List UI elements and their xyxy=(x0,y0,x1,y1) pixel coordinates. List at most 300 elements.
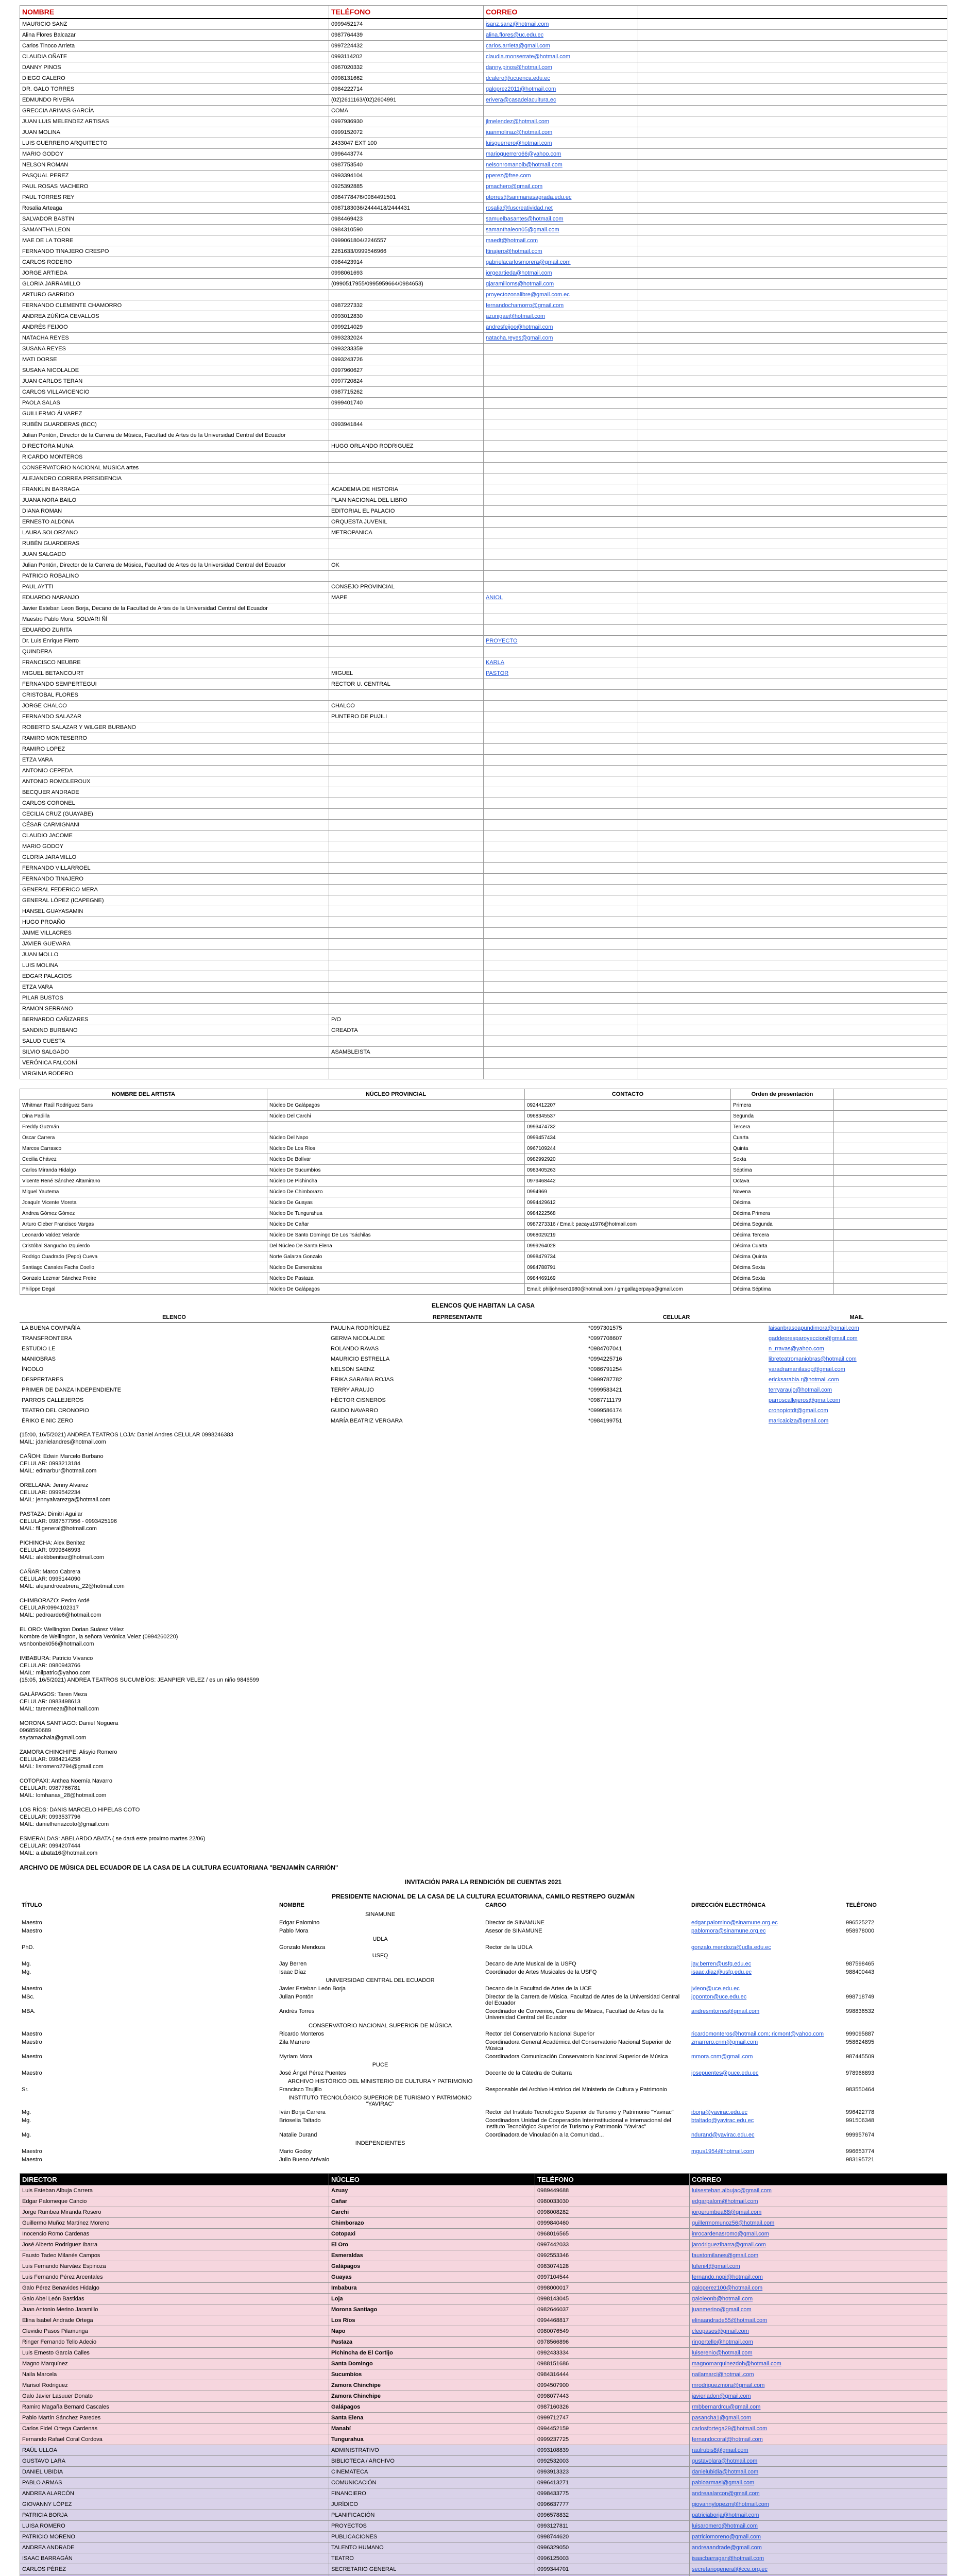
elencos-header: REPRESENTANTE xyxy=(329,1312,586,1323)
institution-row xyxy=(20,2108,947,2116)
directory-mail: samanthaleon05@gmail.com xyxy=(484,225,638,235)
artist-empty xyxy=(834,1273,947,1284)
institution-cell: Javier Esteban León Borja xyxy=(279,1986,346,1992)
directory-row xyxy=(20,852,947,863)
director-cell: ISAAC BARRAGÁN xyxy=(20,2553,329,2564)
director-cell: luisesteban.albujac@gmail.com xyxy=(690,2185,947,2196)
directory-mail xyxy=(484,506,638,517)
elenco-cell: TEATRO DEL CRONOPIO xyxy=(22,1408,89,1414)
elenco-cell: terryaraujo@hotmail.com xyxy=(769,1387,832,1393)
artist-cell: Philippe Degal xyxy=(20,1284,267,1295)
artist-cell: Quinta xyxy=(731,1143,834,1154)
artist-cell: Santiago Canales Fachs Coello xyxy=(20,1262,267,1273)
institution-cell: iborja@yavirac.edu.ec xyxy=(691,2109,747,2115)
directory-mail xyxy=(484,517,638,528)
elenco-cell: laisanbrasoapundimora@gmail.com xyxy=(769,1325,859,1331)
artist-cell: Gonzalo Lezmar Sánchez Freire xyxy=(20,1273,267,1284)
director-cell: RAÚL ULLOA xyxy=(20,2445,329,2456)
director-cell: LUISA ROMERO xyxy=(20,2521,329,2532)
directory-empty xyxy=(638,657,947,668)
institution-cell xyxy=(844,2094,947,2108)
directory-phone xyxy=(329,895,484,906)
directory-row xyxy=(20,484,947,495)
directory-empty xyxy=(638,473,947,484)
elenco-cell: GERMA NICOLALDE xyxy=(331,1335,385,1342)
artists-header: CONTACTO xyxy=(525,1089,731,1100)
director-cell: Luis Esteban Albuja Carrera xyxy=(20,2185,329,2196)
director-row xyxy=(20,2488,947,2499)
institution-row xyxy=(20,2139,947,2147)
directory-mail xyxy=(484,820,638,831)
director-row xyxy=(20,2445,947,2456)
directory-name: DIANA ROMAN xyxy=(20,506,329,517)
directory-mail xyxy=(484,1047,638,1058)
directory-mail xyxy=(484,560,638,571)
director-cell: 0992433334 xyxy=(535,2348,690,2359)
directory-empty xyxy=(638,495,947,506)
director-cell: José Alberto Rodríguez Ibarra xyxy=(20,2240,329,2250)
director-row xyxy=(20,2553,947,2564)
directory-empty xyxy=(638,1058,947,1069)
directory-empty xyxy=(638,528,947,538)
directory-phone: 2433047 EXT 100 xyxy=(329,138,484,149)
elencos-header: CELULAR xyxy=(586,1312,766,1323)
directory-row xyxy=(20,203,947,214)
directory-name: Javier Esteban Leon Borja, Decano de la Facultad de Artes de la Universidad Central del Ecuador xyxy=(20,603,329,614)
directory-name: MAE DE LA TORRE xyxy=(20,235,329,246)
director-row xyxy=(20,2326,947,2337)
directory-mail xyxy=(484,376,638,387)
directory-row xyxy=(20,528,947,538)
artist-cell: 0999264028 xyxy=(525,1241,731,1251)
directory-row xyxy=(20,776,947,787)
institution-row xyxy=(20,2069,947,2077)
directory-row xyxy=(20,636,947,647)
directory-name: RAMIRO LOPEZ xyxy=(20,744,329,755)
directory-mail: alina.flores@uc.edu.ec xyxy=(484,30,638,41)
institution-cell: ARCHIVO HISTÓRICO DEL MINISTERIO DE CULTURA Y PATRIMONIO xyxy=(287,2078,473,2084)
director-cell: patriciomoreno@gmail.com xyxy=(690,2532,947,2543)
elenco-cell: PRIMER DE DANZA INDEPENDIENTE xyxy=(22,1387,122,1393)
artist-cell: Núcleo De Sucumbíos xyxy=(267,1165,525,1176)
directory-empty xyxy=(638,354,947,365)
director-cell: luiserenio@hotmail.com xyxy=(690,2348,947,2359)
director-cell: galoperez100@hotmail.com xyxy=(690,2283,947,2294)
directory-empty xyxy=(638,711,947,722)
directory-name: HUGO PROAÑO xyxy=(20,917,329,928)
directory-name: CÉSAR CARMIGNANI xyxy=(20,820,329,831)
institution-cell: 996422778 xyxy=(846,2109,875,2115)
directory-phone xyxy=(329,755,484,766)
director-cell: magnomarquinezdoh@hotmail.com xyxy=(690,2359,947,2369)
directory-mail: galoprez2011@hotmail.com xyxy=(484,84,638,95)
institution-cell xyxy=(483,2061,689,2069)
directory-phone xyxy=(329,430,484,441)
director-row xyxy=(20,2229,947,2240)
directory-phone: CREADTA xyxy=(329,1025,484,1036)
directory-mail xyxy=(484,960,638,971)
institution-cell: UDLA xyxy=(372,1936,388,1942)
director-row xyxy=(20,2207,947,2218)
artist-cell: Núcleo Del Carchi xyxy=(267,1111,525,1122)
directory-row xyxy=(20,1058,947,1069)
directory-mail xyxy=(484,582,638,592)
director-cell: PABLO ARMAS xyxy=(20,2478,329,2488)
directory-empty xyxy=(638,441,947,452)
artist-row xyxy=(20,1165,947,1176)
directory-empty xyxy=(638,149,947,160)
directory-mail: ftinajero@hotmail.com xyxy=(484,246,638,257)
directory-empty xyxy=(638,776,947,787)
directory-empty xyxy=(638,874,947,885)
artist-cell: Décima Tercera xyxy=(731,1230,834,1241)
institution-cell: 958978000 xyxy=(846,1928,875,1934)
institution-cell: Maestro xyxy=(22,2148,42,2155)
directory-row xyxy=(20,679,947,690)
directory-phone xyxy=(329,993,484,1004)
director-cell: Manabí xyxy=(329,2424,535,2434)
directory-empty xyxy=(638,171,947,181)
institution-cell: isaac.diaz@usfq.edu.ec xyxy=(691,1969,752,1975)
directory-phone xyxy=(329,939,484,950)
elenco-cell: parroscallejeros@gmail.com xyxy=(769,1397,840,1403)
directory-empty xyxy=(638,679,947,690)
institution-cell: Julian Pontón xyxy=(279,1994,314,2000)
directory-empty xyxy=(638,127,947,138)
directory-empty xyxy=(638,647,947,657)
institution-cell: Julio Bueno Arévalo xyxy=(279,2157,330,2163)
institution-cell: josepuentes@puce.edu.ec xyxy=(691,2070,759,2076)
director-cell: Ringer Fernando Tello Adecio xyxy=(20,2337,329,2348)
director-cell: Zamora Chinchipe xyxy=(329,2391,535,2402)
director-cell: juanmerino@gmail.com xyxy=(690,2304,947,2315)
institution-cell: Docente de la Cátedra de Guitarra xyxy=(485,2070,572,2076)
directory-row xyxy=(20,614,947,625)
artist-cell: Tercera xyxy=(731,1122,834,1132)
directory-empty xyxy=(638,971,947,982)
directory-mail: marioguerrero66@yahoo.com xyxy=(484,149,638,160)
directory-name: SILVIO SALGADO xyxy=(20,1047,329,1058)
directory-row xyxy=(20,149,947,160)
artist-row xyxy=(20,1219,947,1230)
director-row xyxy=(20,2413,947,2424)
artist-cell: 0967109244 xyxy=(525,1143,731,1154)
artist-row xyxy=(20,1284,947,1295)
directory-row xyxy=(20,971,947,982)
directory-phone: CHALCO xyxy=(329,701,484,711)
artist-cell: Décima xyxy=(731,1197,834,1208)
institution-row xyxy=(20,1976,947,1985)
directory-row xyxy=(20,257,947,268)
directory-row xyxy=(20,41,947,52)
director-row xyxy=(20,2196,947,2207)
directory-name: CARLOS VILLAVICENCIO xyxy=(20,387,329,398)
institution-row xyxy=(20,2116,947,2131)
directory-phone: MAPE xyxy=(329,592,484,603)
director-row xyxy=(20,2424,947,2434)
director-cell: TEATRO xyxy=(329,2553,535,2564)
directory-name: EDGAR PALACIOS xyxy=(20,971,329,982)
artist-row xyxy=(20,1143,947,1154)
directory-mail xyxy=(484,495,638,506)
directory-empty xyxy=(638,668,947,679)
directory-mail xyxy=(484,831,638,841)
directory-row xyxy=(20,495,947,506)
directory-phone xyxy=(329,874,484,885)
directory-mail xyxy=(484,701,638,711)
directory-name: ANDRÉS FEIJOO xyxy=(20,322,329,333)
artist-cell: 0984222568 xyxy=(525,1208,731,1219)
institution-row xyxy=(20,2077,947,2086)
directory-row xyxy=(20,517,947,528)
directory-mail xyxy=(484,809,638,820)
directory-mail xyxy=(484,1058,638,1069)
directory-name: DANNY PINOS xyxy=(20,62,329,73)
directory-row xyxy=(20,960,947,971)
elenco-row xyxy=(20,1416,947,1426)
directory-name: Rosalia Arteaga xyxy=(20,203,329,214)
directory-row xyxy=(20,895,947,906)
directory-phone xyxy=(329,852,484,863)
director-cell: rmbbernardrcu@gmail.com xyxy=(690,2402,947,2413)
institution-cell xyxy=(483,2022,689,2030)
directory-empty xyxy=(638,344,947,354)
director-cell: inrocardenasromo@gmail.com xyxy=(690,2229,947,2240)
institution-cell: Sr. xyxy=(22,2087,29,2093)
elenco-row xyxy=(20,1395,947,1405)
directory-empty xyxy=(638,895,947,906)
institution-row xyxy=(20,2147,947,2156)
elenco-cell: PARROS CALLEJEROS xyxy=(22,1397,84,1403)
directory-phone: COMA xyxy=(329,106,484,116)
directory-mail xyxy=(484,1036,638,1047)
artist-empty xyxy=(834,1187,947,1197)
directory-row xyxy=(20,733,947,744)
directory-mail: samuelbasantes@hotmail.com xyxy=(484,214,638,225)
directory-name: GENERAL FEDERICO MERA xyxy=(20,885,329,895)
elenco-cell: libreteatromaniobras@hotmail.com xyxy=(769,1356,857,1362)
directory-mail xyxy=(484,1069,638,1079)
directory-row xyxy=(20,452,947,463)
directory-name: JUAN CARLOS TERAN xyxy=(20,376,329,387)
elencos-title: ELENCOS QUE HABITAN LA CASA xyxy=(431,1302,535,1309)
directory-empty xyxy=(638,484,947,495)
directory-row xyxy=(20,473,947,484)
directory-empty xyxy=(638,73,947,84)
directory-phone: 0993243726 xyxy=(329,354,484,365)
director-cell: Inocencio Romo Cardenas xyxy=(20,2229,329,2240)
directory-empty xyxy=(638,181,947,192)
institution-cell xyxy=(20,2061,277,2069)
directory-row xyxy=(20,647,947,657)
directory-row xyxy=(20,766,947,776)
directory-row xyxy=(20,225,947,235)
directory-row xyxy=(20,668,947,679)
directory-row xyxy=(20,1069,947,1079)
directory-empty xyxy=(638,820,947,831)
directors-header: TELÉFONO xyxy=(535,2174,690,2185)
directors-header-row xyxy=(20,2174,947,2185)
directory-empty xyxy=(638,333,947,344)
institution-cell: Maestro xyxy=(22,2031,42,2037)
directory-phone xyxy=(329,538,484,549)
directory-name: MARIO GODOY xyxy=(20,149,329,160)
artist-empty xyxy=(834,1251,947,1262)
director-cell: Carlos Fidel Ortega Cardenas xyxy=(20,2424,329,2434)
directory-name: CRISTOBAL FLORES xyxy=(20,690,329,701)
directory-name: ETZA VARA xyxy=(20,982,329,993)
directory-phone: 0984469423 xyxy=(329,214,484,225)
directory-empty xyxy=(638,950,947,960)
director-row xyxy=(20,2261,947,2272)
institution-cell: mmora.cnm@gmail.com xyxy=(691,2054,753,2060)
directory-row xyxy=(20,235,947,246)
directory-phone xyxy=(329,463,484,473)
artist-row xyxy=(20,1273,947,1284)
directory-phone: 0925392885 xyxy=(329,181,484,192)
artist-cell: Del Núcleo De Santa Elena xyxy=(267,1241,525,1251)
directory-phone: 0993394104 xyxy=(329,171,484,181)
artist-cell: 0984788791 xyxy=(525,1262,731,1273)
directory-phone xyxy=(329,409,484,419)
directory-empty xyxy=(638,52,947,62)
artist-cell: Joaquín Vicente Moreta xyxy=(20,1197,267,1208)
institution-cell xyxy=(689,2061,844,2069)
director-cell: pabloarmasl@gmail.com xyxy=(690,2478,947,2488)
artist-cell: Octava xyxy=(731,1176,834,1187)
artist-empty xyxy=(834,1197,947,1208)
institution-cell: 978966893 xyxy=(846,2070,875,2076)
director-cell: GUSTAVO LARA xyxy=(20,2456,329,2467)
directory-row xyxy=(20,62,947,73)
artist-cell: Dina Padilla xyxy=(20,1111,267,1122)
directory-empty xyxy=(638,755,947,766)
directory-row xyxy=(20,798,947,809)
director-cell: 0984316444 xyxy=(535,2369,690,2380)
directory-mail xyxy=(484,690,638,701)
elenco-cell: *0984199751 xyxy=(588,1418,622,1424)
directory-empty xyxy=(638,982,947,993)
artist-cell: 0984469169 xyxy=(525,1273,731,1284)
director-row xyxy=(20,2564,947,2575)
elencos-header: ELENCO xyxy=(20,1312,329,1323)
institution-cell: Mg. xyxy=(22,2109,31,2115)
directory-mail xyxy=(484,971,638,982)
artists-header-empty xyxy=(834,1089,947,1100)
artist-cell: Núcleo De Pichincha xyxy=(267,1176,525,1187)
directory-phone: 0998131662 xyxy=(329,73,484,84)
directory-row xyxy=(20,409,947,419)
elenco-cell: n_rravas@yahoo.com xyxy=(769,1346,824,1352)
artist-cell: Cuarta xyxy=(731,1132,834,1143)
directory-mail xyxy=(484,928,638,939)
director-row xyxy=(20,2348,947,2359)
director-cell: jorgerumbea68@gmail.com xyxy=(690,2207,947,2218)
directory-empty xyxy=(638,268,947,279)
institution-cell xyxy=(844,2061,947,2069)
directory-mail: andresfeijoo@hotmail.com xyxy=(484,322,638,333)
institution-cell: 998718749 xyxy=(846,1994,875,2000)
directory-mail: PROYECTO xyxy=(484,636,638,647)
directory-row xyxy=(20,84,947,95)
artist-cell: Whitman Raúl Rodríguez Sans xyxy=(20,1100,267,1111)
director-cell: 0997442033 xyxy=(535,2240,690,2250)
director-cell: Galo Abel León Bastidas xyxy=(20,2294,329,2304)
institution-cell xyxy=(20,2094,277,2108)
director-cell: PATRICIA BORJA xyxy=(20,2510,329,2521)
directory-phone: 0993233359 xyxy=(329,344,484,354)
artist-cell: Cristóbal Sangucho Izquierdo xyxy=(20,1241,267,1251)
directory-empty xyxy=(638,1036,947,1047)
director-cell: 0978566896 xyxy=(535,2337,690,2348)
directory-row xyxy=(20,365,947,376)
director-cell: secretariogeneral@cce.org.ec xyxy=(690,2564,947,2575)
artists-header: NÚCLEO PROVINCIAL xyxy=(267,1089,525,1100)
directory-row xyxy=(20,755,947,766)
artist-cell: Freddy Guzmán xyxy=(20,1122,267,1132)
directory-row xyxy=(20,181,947,192)
directory-mail: erivera@casadelacultura.ec xyxy=(484,95,638,106)
elenco-cell: *0999787782 xyxy=(588,1377,622,1383)
institution-cell: Mg. xyxy=(22,1961,31,1967)
director-cell: 0996329050 xyxy=(535,2543,690,2553)
directory-phone xyxy=(329,906,484,917)
directory-phone xyxy=(329,820,484,831)
directory-empty xyxy=(638,917,947,928)
contacts-notes: (15:00, 16/5/2021) ANDREA TEATROS LOJA: Daniel Andres CELULAR 0998246383 MAIL: jdanielandres@hotmail.com CAÑOH: Edwin Marcelo Burbano CELULAR: 0993213184 MAIL: edmarbur@hotmail.com ORELLANA: Jenny Alvarez CELULAR: 0999542234 MAIL: jennyalvarezga@hotmail.com PASTAZA: Dimitri Aguilar CELULAR: 0987577956 - 0993425196 MAIL: fil.general@hotmail.com PICHINCHA: Alex Benitez CELULAR: 0999846993 MAIL: alekbbenitez@hotmail.com CAÑAR: Marco Cabrera CELULAR: 0995144090 MAIL: alejandroeabrera_22@hotmail.com CHIMBORAZO: Pedro Ardé CELULAR:0994102317 MAIL: pedroarde6@hotmail.com EL ORO: Wellington Dorian Suárez Vélez Nombre de Wellington, la señora Verónica Velez (0994260220) wsnbonbek056@hotmail.com IMBABURA: Patricio Vivanco CELULAR: 0980943766 MAIL: milpatric@yahoo.com (15:05, 16/5/2021) ANDREA TEATROS SUCUMBÍOS: JEANPIER VELEZ / es un niño 9846599 GALÁPAGOS: Taren Meza CELULAR: 0983498613 MAIL: tarenmeza@hotmail.com MORONA SANTIAGO: Daniel Noguera 0968590689 saytamachala@gmail.com ZAMORA CHINCHIPE: Alisyio Romero CELULAR: 0984214258 MAIL: lisromero2794@gmail.com COTOPAXI: Anthea Noemía Navarro CELULAR: 0987766781 MAIL: lomhanas_28@hotmail.com LOS RÍOS: DANIS MARCELO HIPELAS COTO CELULAR: 0993537796 MAIL: danielhenazcoto@gmail.com ESMERALDAS: ABELARDO ABATA ( se dará este proximo martes 22/06) CELULAR: 0994207444 MAIL: a.abata16@hotmail.com xyxy=(20,1432,259,1856)
director-cell: 0993913323 xyxy=(535,2467,690,2478)
director-cell: 0994468817 xyxy=(535,2315,690,2326)
directory-name: Dr. Luis Enrique Fierro xyxy=(20,636,329,647)
director-cell: 0980033030 xyxy=(535,2196,690,2207)
directory-mail: jorgeartieda@hotmail.com xyxy=(484,268,638,279)
director-cell: Guayas xyxy=(329,2272,535,2283)
artist-cell: 0982992920 xyxy=(525,1154,731,1165)
directory-mail xyxy=(484,603,638,614)
directory-empty xyxy=(638,636,947,647)
director-cell: CINEMATECA xyxy=(329,2467,535,2478)
institution-cell xyxy=(483,2077,689,2086)
director-cell: Sucumbíos xyxy=(329,2369,535,2380)
elencos-header: MAIL xyxy=(766,1312,947,1323)
artist-cell: Miguel Yautema xyxy=(20,1187,267,1197)
institution-cell: Maestro xyxy=(22,2039,42,2045)
artist-cell: 0998479734 xyxy=(525,1251,731,1262)
directory-mail xyxy=(484,441,638,452)
directory-name: JUAN LUIS MELENDEZ ARTISAS xyxy=(20,116,329,127)
directory-mail: PASTOR xyxy=(484,668,638,679)
directory-empty xyxy=(638,300,947,311)
directory-mail xyxy=(484,917,638,928)
directory-name: RUBÉN GUARDERAS (BCC) xyxy=(20,419,329,430)
directory-empty xyxy=(638,1047,947,1058)
directors-table xyxy=(20,2173,947,2576)
directory-name: PASQUAL PEREZ xyxy=(20,171,329,181)
directory-row xyxy=(20,246,947,257)
institution-row xyxy=(20,2061,947,2069)
elenco-cell: *0997708607 xyxy=(588,1335,622,1342)
elenco-cell: cronopiotdt@gmail.com xyxy=(769,1408,828,1414)
institution-cell: 987598465 xyxy=(846,1961,875,1967)
directory-name: BERNARDO CAÑIZARES xyxy=(20,1014,329,1025)
directory-phone xyxy=(329,885,484,895)
directory-phone: CONSEJO PROVINCIAL xyxy=(329,582,484,592)
directory-phone: 0967020332 xyxy=(329,62,484,73)
directory-name: PAUL ROSAS MACHERO xyxy=(20,181,329,192)
director-cell: 0988151686 xyxy=(535,2359,690,2369)
institution-cell xyxy=(483,2156,689,2164)
artist-cell: Rodrigo Cuadrado (Pepo) Cueva xyxy=(20,1251,267,1262)
